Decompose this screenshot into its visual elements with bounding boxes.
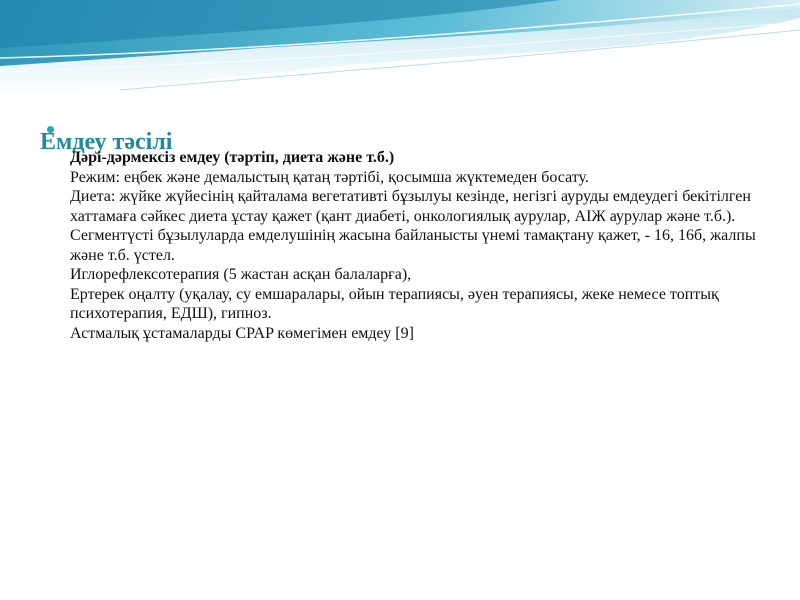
content-paragraph: Режим: еңбек және демалыстың қатаң тәртібі, қосымша жүктемеден босату. [70,168,589,186]
slide-content [70,148,770,343]
slide-title: Емдеу тәсілі [40,129,173,155]
content-paragraph: Иглорефлексотерапия (5 жастан асқан балаларға), [70,266,412,283]
header-wave-decoration [0,0,800,100]
content-paragraph: Дәрі-дәрмексіз емдеу (тәртіп, диета және т.б.) [70,149,395,166]
content-paragraph: Астмалық ұстамаларды CPAP көмегімен емдеу [9] [70,324,414,342]
content-paragraph: Ертерек оңалту (уқалау, су емшаралары, ойын терапиясы, әуен терапиясы, жеке немесе топтық психотерапия, ЕДШ), гипноз. [70,285,719,322]
content-paragraph: Диета: жүйке жүйесінің қайталама вегетативті бұзылуы кезінде, негізгі ауруды емдеудегі бекітілген хаттамаға сәйкес диета ұстау қажет (қант диабеті, онкологиялық аурулар, АІЖ аурулар және т.б.). [70,188,751,225]
content-paragraph: Сегментүсті бұзылуларда емделушінің жасына байланысты үнемі тамақтану қажет, - 16, 16б, жалпы және т.б. үстел. [70,227,756,264]
